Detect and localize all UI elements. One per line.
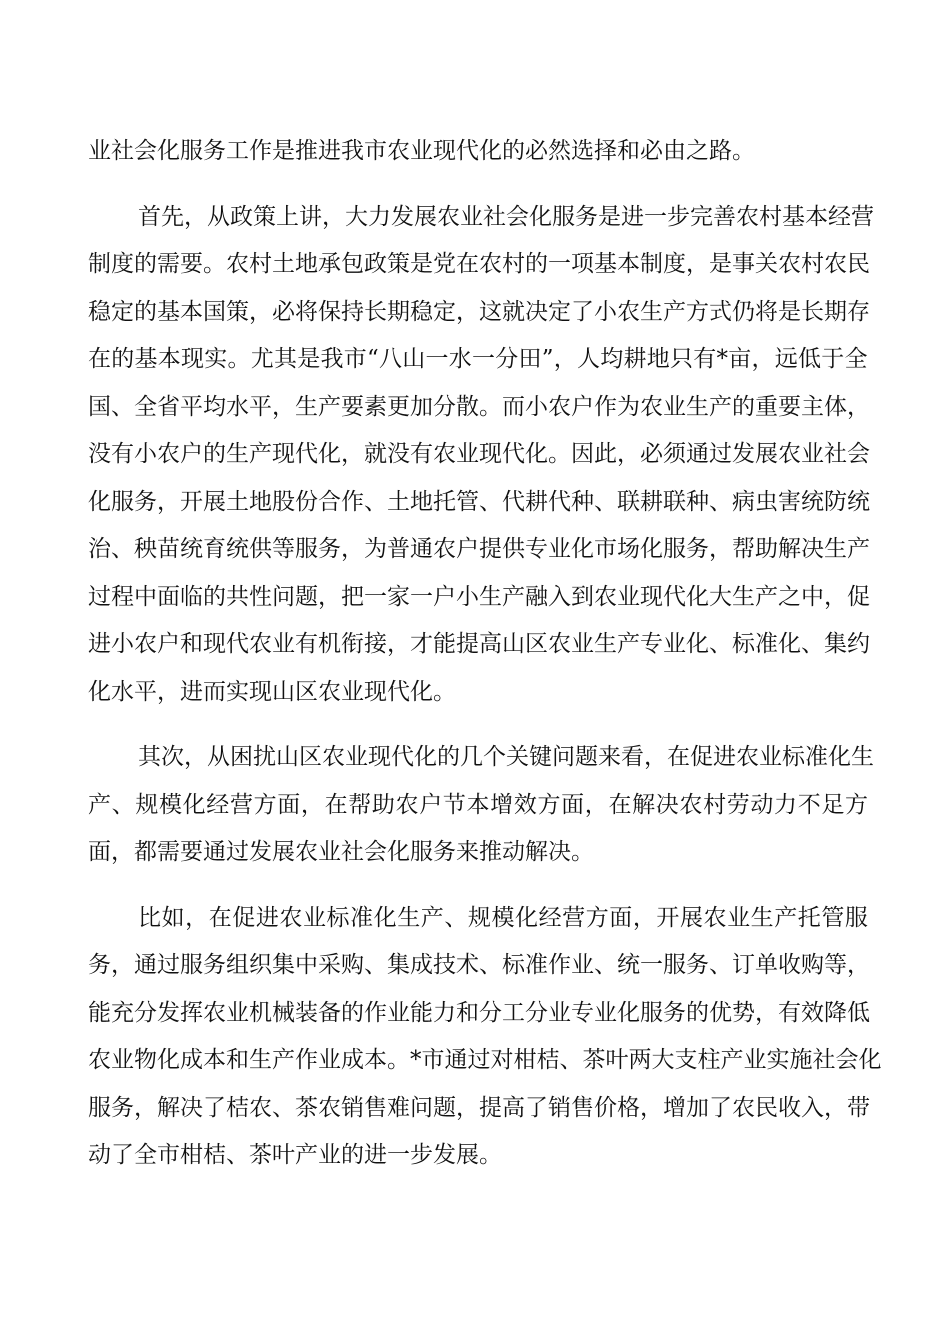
paragraph [88, 895, 882, 1180]
text-line: 能 充 分 发 挥 农 业 机 械 装 备 的 作 业 能 力 和 分 工 分 业 专 业 化 服 务 的 优 势 ， 有 效 降 低 [88, 999, 870, 1026]
paragraph-gap [88, 716, 868, 734]
text-line: 治 、 秧 苗 统 育 统 供 等 服 务 ， 为 普 通 农 户 提 供 专 业 化 市 场 化 服 务 ， 帮 助 解 决 生 产 [88, 536, 870, 562]
text-line: 进 小 农 户 和 现 代 农 业 有 机 衔 接 ， 才 能 提 高 山 区 农 业 生 产 专 业 化 、 标 准 化 、 集 约 [88, 631, 870, 657]
paragraph [88, 734, 874, 877]
text-line: 在 的 基 本 现 实 。 尤 其 是 我 市 “ 八 山 一 水 一 分 田 ” ， 人 均 耕 地 只 有 * 亩 ， 远 低 于 全 [88, 346, 868, 372]
text-line: 农 业 物 化 成 本 和 生 产 作 业 成 本 。 * 市 通 过 对 柑 桔 、 茶 叶 两 大 支 柱 产 业 实 施 社 会 化 [88, 1047, 882, 1073]
paragraph-gap [88, 176, 868, 194]
paragraph [88, 194, 874, 717]
text-line: 比 如 ， 在 促 进 农 业 标 准 化 生 产 、 规 模 化 经 营 方 面 ， 开 展 农 业 生 产 托 管 服 [138, 904, 868, 931]
paragraph-gap [88, 877, 868, 895]
text-line: 没 有 小 农 户 的 生 产 现 代 化 ， 就 没 有 农 业 现 代 化 。 因 此 ， 必 须 通 过 发 展 农 业 社 会 [88, 441, 870, 467]
paragraph [88, 128, 868, 176]
text-line: 化水平，进而实现山区农业现代化。 [88, 678, 456, 705]
text-line: 动了全市柑桔、茶叶产业的进一步发展。 [88, 1142, 502, 1168]
text-line: 产 、 规 模 化 经 营 方 面 ， 在 帮 助 农 户 节 本 增 效 方 面 ， 在 解 决 农 村 劳 动 力 不 足 方 [88, 791, 868, 818]
text-line: 业社会化服务工作是推进我市农业现代化的必然选择和必由之路。 [88, 138, 755, 164]
text-line: 化 服 务 ， 开 展 土 地 股 份 合 作 、 土 地 托 管 、 代 耕 代 种 、 联 耕 联 种 、 病 虫 害 统 防 统 [88, 488, 870, 515]
text-line: 过 程 中 面 临 的 共 性 问 题 ， 把 一 家 一 户 小 生 产 融 入 到 农 业 现 代 化 大 生 产 之 中 ， 促 [88, 583, 870, 610]
text-line: 务 ， 通 过 服 务 组 织 集 中 采 购 、 集 成 技 术 、 标 准 作 业 、 统 一 服 务 、 订 单 收 购 等 ， [88, 952, 870, 978]
text-line: 服 务 ， 解 决 了 桔 农 、 茶 农 销 售 难 问 题 ， 提 高 了 销 售 价 格 ， 增 加 了 农 民 收 入 ， 带 [88, 1094, 870, 1121]
text-line: 首 先 ， 从 政 策 上 讲 ， 大 力 发 展 农 业 社 会 化 服 务 是 进 一 步 完 善 农 村 基 本 经 营 [138, 203, 874, 230]
text-line: 面，都需要通过发展农业社会化服务来推动解决。 [88, 839, 594, 865]
text-line: 国 、 全 省 平 均 水 平 ， 生 产 要 素 更 加 分 散 。 而 小 农 户 作 为 农 业 生 产 的 重 要 主 体 ， [88, 393, 870, 420]
document-body [88, 128, 882, 1180]
text-line: 制 度 的 需 要 。 农 村 土 地 承 包 政 策 是 党 在 农 村 的 一 项 基 本 制 度 ， 是 事 关 农 村 农 民 [88, 251, 870, 277]
text-line: 稳 定 的 基 本 国 策 ， 必 将 保 持 长 期 稳 定 ， 这 就 决 定 了 小 农 生 产 方 式 仍 将 是 长 期 存 [88, 298, 870, 325]
text-line: 其 次 ， 从 困 扰 山 区 农 业 现 代 化 的 几 个 关 键 问 题 来 看 ， 在 促 进 农 业 标 准 化 生 [138, 744, 874, 770]
